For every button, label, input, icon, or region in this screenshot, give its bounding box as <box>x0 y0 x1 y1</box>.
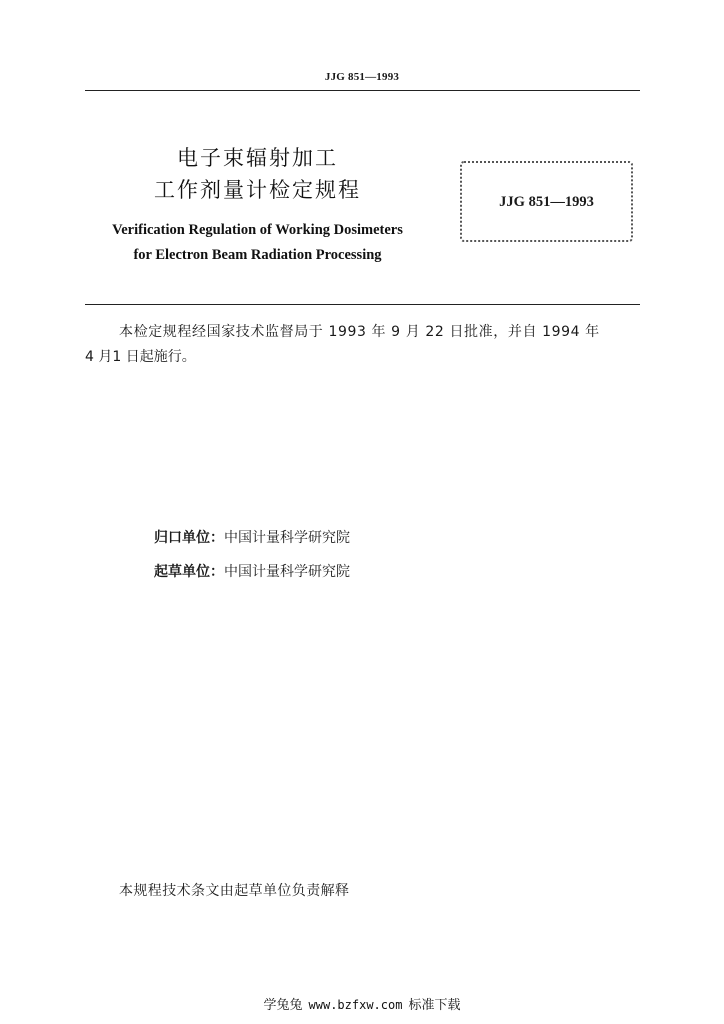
site-name: 学兔兔 <box>263 998 303 1013</box>
title-english-line-2: for Electron Beam Radiation Processing <box>133 247 382 263</box>
title-chinese-line-1: 电子束辐射加工 <box>177 146 338 170</box>
header-standard-code: JJG 851—1993 <box>324 71 400 83</box>
title-chinese-line-2: 工作剂量计检定规程 <box>154 178 361 202</box>
standard-code-box-text: JJG 851—1993 <box>499 194 594 210</box>
site-url-link[interactable]: www.bzfxw.com <box>308 998 403 1012</box>
section-rule <box>85 304 640 305</box>
title-english-line-1: Verification Regulation of Working Dosimeters <box>112 222 403 238</box>
site-footer <box>0 994 724 1013</box>
drafting-unit-row <box>154 561 350 581</box>
interpretation-note: 本规程技术条文由起草单位负责解释 <box>119 883 350 899</box>
responsible-unit-row <box>154 527 350 547</box>
site-tagline: 标准下载 <box>408 998 461 1013</box>
standard-code-box <box>460 161 633 242</box>
responsible-unit-value: 中国计量科学研究院 <box>224 530 350 546</box>
approval-text-line-1: 本检定规程经国家技术监督局于 1993 年 9 月 22 日批准，并自 1994 年 <box>119 324 600 340</box>
header-rule <box>85 90 640 91</box>
approval-text-line-2: 4 月1 日起施行。 <box>85 349 196 365</box>
responsible-unit-label: 归口单位： <box>154 530 224 546</box>
drafting-unit-value: 中国计量科学研究院 <box>224 564 350 580</box>
drafting-unit-label: 起草单位： <box>154 564 224 580</box>
